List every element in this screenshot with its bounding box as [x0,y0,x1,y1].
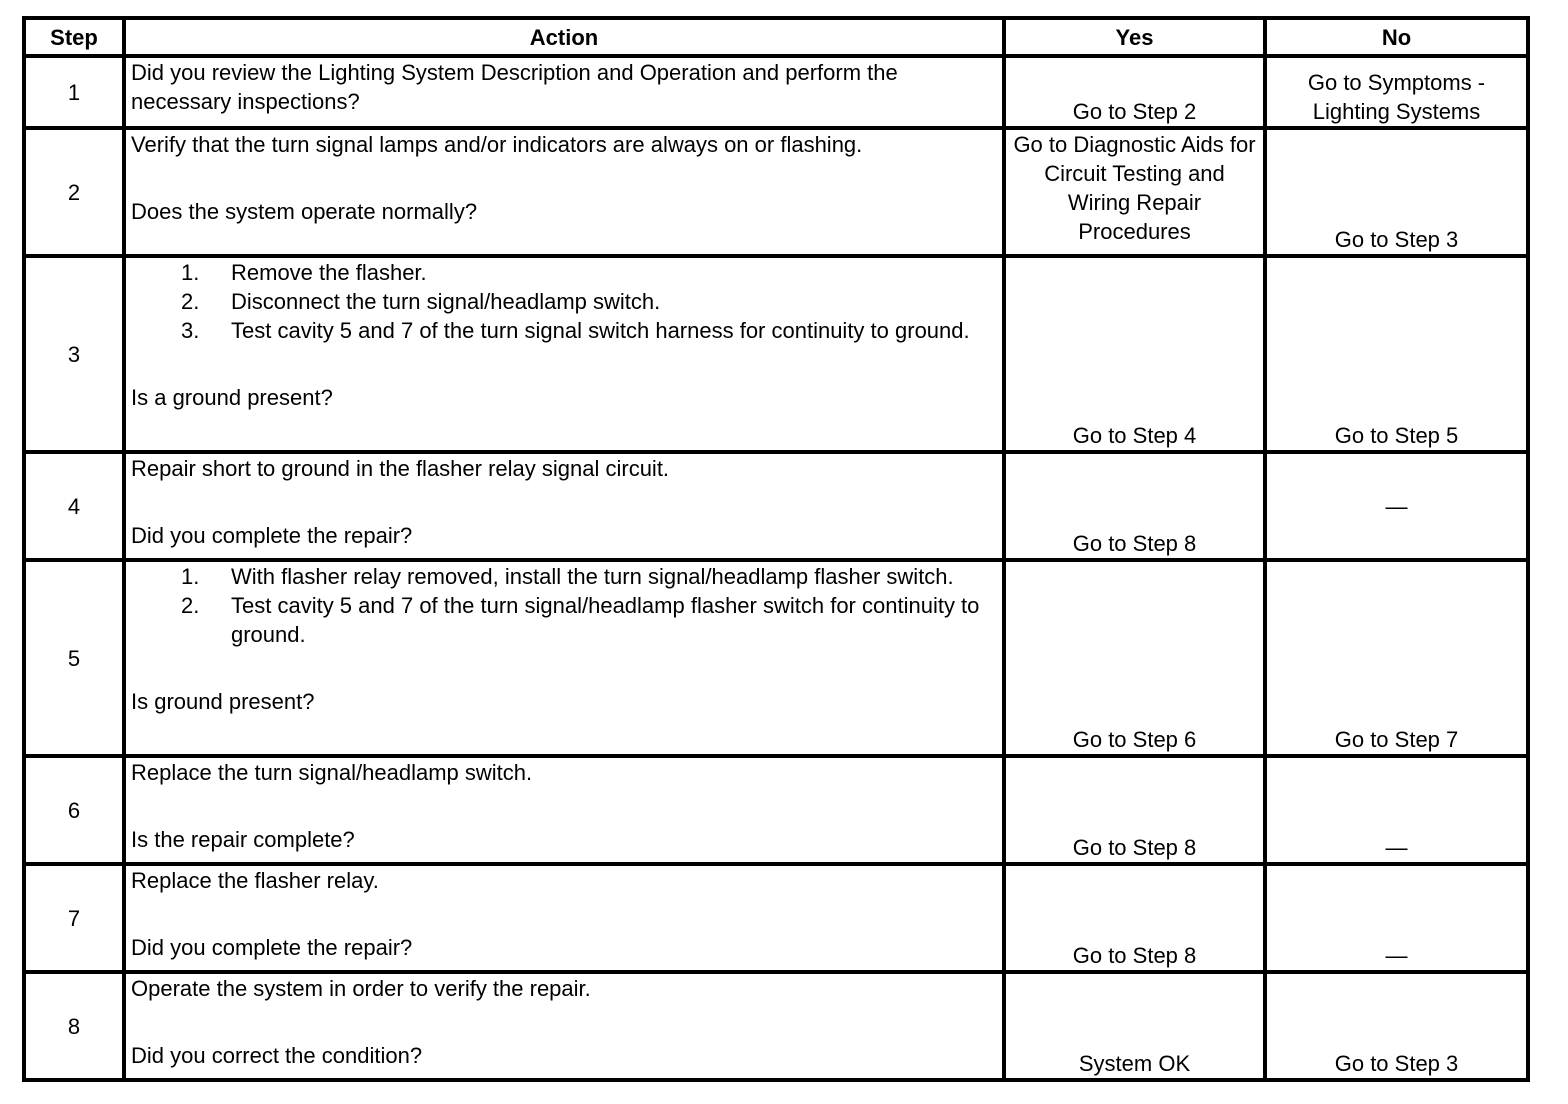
action-question: Is a ground present? [131,385,333,410]
substep-list [131,258,997,345]
action-question: Did you complete the repair? [131,935,413,960]
substep-item: 1. Remove the flasher. [181,260,427,285]
action-cell [124,756,1004,864]
action-cell [124,972,1004,1080]
action-cell [124,864,1004,972]
no-cell: Go to Step 5 [1265,256,1528,452]
no-cell: Go to Step 3 [1265,972,1528,1080]
header-no: No [1265,18,1528,56]
substep-item: 2. Test cavity 5 and 7 of the turn signal/headlamp flasher switch for continuity to ground. [181,593,980,647]
header-action: Action [124,18,1004,56]
step-number: 4 [24,452,124,560]
step-number: 2 [24,128,124,256]
yes-cell: Go to Step 8 [1004,452,1265,560]
yes-cell: Go to Diagnostic Aids for Circuit Testing and Wiring Repair Procedures [1004,128,1265,256]
action-cell [124,256,1004,452]
substep-item: 3. Test cavity 5 and 7 of the turn signal switch harness for continuity to ground. [181,318,970,343]
diagnostic-table [22,16,1530,1082]
action-question: Did you complete the repair? [131,523,413,548]
action-text: Replace the turn signal/headlamp switch. [131,760,533,785]
action-question: Does the system operate normally? [131,199,478,224]
yes-cell: Go to Step 8 [1004,756,1265,864]
action-cell: Did you review the Lighting System Description and Operation and perform the necessary inspections? [124,56,1004,128]
table-row-step-1 [24,56,1528,128]
table-row-step-4 [24,452,1528,560]
action-cell [124,128,1004,256]
action-text: Replace the flasher relay. [131,868,379,893]
substep-item: 2. Disconnect the turn signal/headlamp switch. [181,289,661,314]
action-question: Is the repair complete? [131,827,355,852]
yes-cell: Go to Step 4 [1004,256,1265,452]
action-question: Is ground present? [131,689,315,714]
action-text: Verify that the turn signal lamps and/or indicators are always on or flashing. [131,132,863,157]
action-cell [124,452,1004,560]
table-row-step-6 [24,756,1528,864]
yes-cell: Go to Step 6 [1004,560,1265,756]
step-number: 8 [24,972,124,1080]
step-number: 7 [24,864,124,972]
yes-cell: Go to Step 2 [1004,56,1265,128]
step-number: 6 [24,756,124,864]
header-row [24,18,1528,56]
table-row-step-3 [24,256,1528,452]
no-cell: — [1265,452,1528,560]
step-number: 5 [24,560,124,756]
no-cell: Go to Step 3 [1265,128,1528,256]
yes-cell: Go to Step 8 [1004,864,1265,972]
table-row-step-7 [24,864,1528,972]
header-yes: Yes [1004,18,1265,56]
no-cell: — [1265,756,1528,864]
no-cell: Go to Symptoms - Lighting Systems [1265,56,1528,128]
header-step: Step [24,18,124,56]
action-text: Repair short to ground in the flasher relay signal circuit. [131,456,670,481]
table-row-step-2 [24,128,1528,256]
action-question: Did you correct the condition? [131,1043,423,1068]
no-cell: Go to Step 7 [1265,560,1528,756]
step-number: 3 [24,256,124,452]
substep-item: 1. With flasher relay removed, install the turn signal/headlamp flasher switch. [181,564,954,589]
table-row-step-8 [24,972,1528,1080]
table-row-step-5 [24,560,1528,756]
step-number: 1 [24,56,124,128]
substep-list [131,562,997,649]
yes-cell: System OK [1004,972,1265,1080]
no-cell: — [1265,864,1528,972]
action-cell [124,560,1004,756]
action-text: Operate the system in order to verify the repair. [131,976,591,1001]
